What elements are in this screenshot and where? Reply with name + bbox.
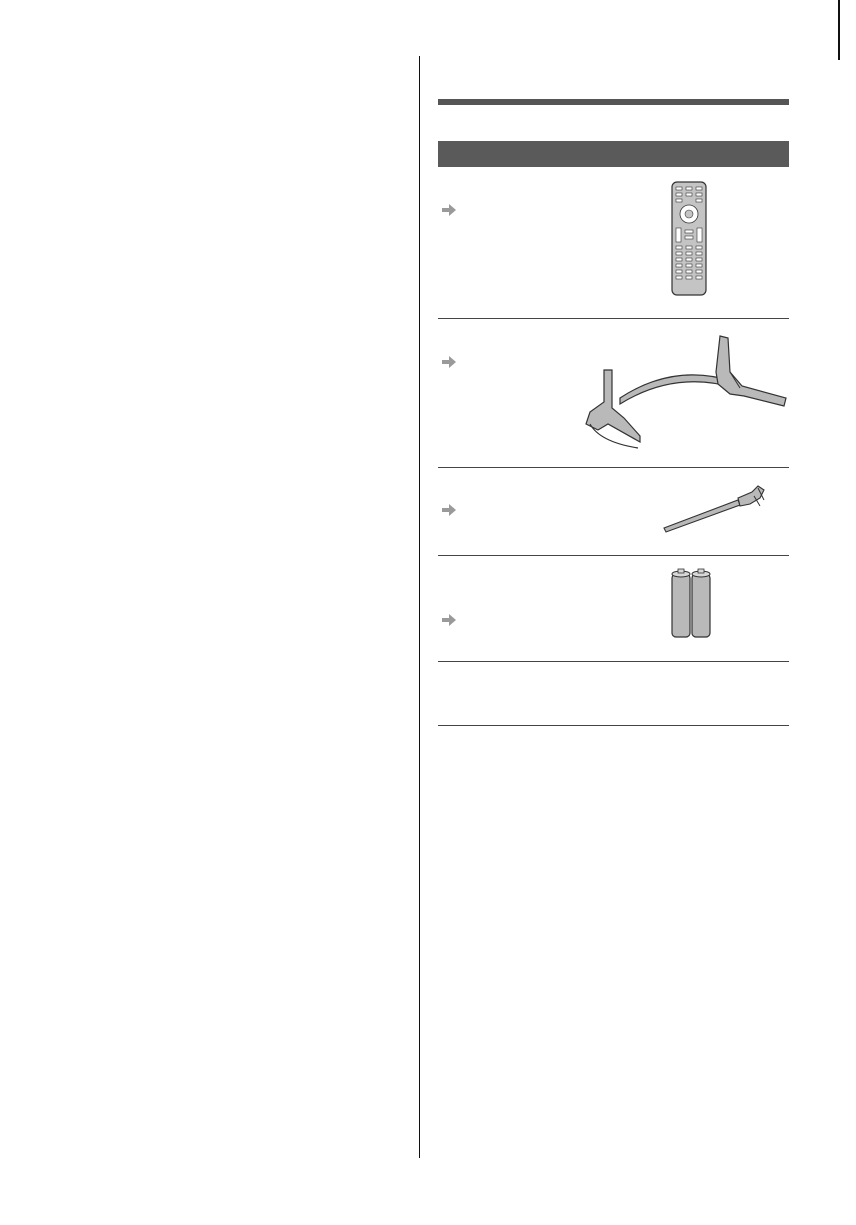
arrow-right-icon [441, 503, 457, 517]
row-divider [438, 318, 789, 319]
cable-tie-illustration [660, 482, 770, 534]
row-divider [438, 661, 789, 662]
batteries-illustration [668, 568, 714, 640]
row-divider [438, 725, 789, 726]
pedestal-illustration [580, 332, 790, 454]
section-header-bar [438, 141, 789, 167]
arrow-right-icon [441, 613, 457, 627]
column-divider [419, 56, 420, 1158]
arrow-right-icon [441, 355, 457, 369]
remote-control-illustration [668, 180, 710, 298]
row-divider [438, 467, 789, 468]
heading-rule [438, 99, 789, 105]
page-edge-tab-mark [838, 0, 840, 60]
row-divider [438, 555, 789, 556]
arrow-right-icon [441, 203, 457, 217]
